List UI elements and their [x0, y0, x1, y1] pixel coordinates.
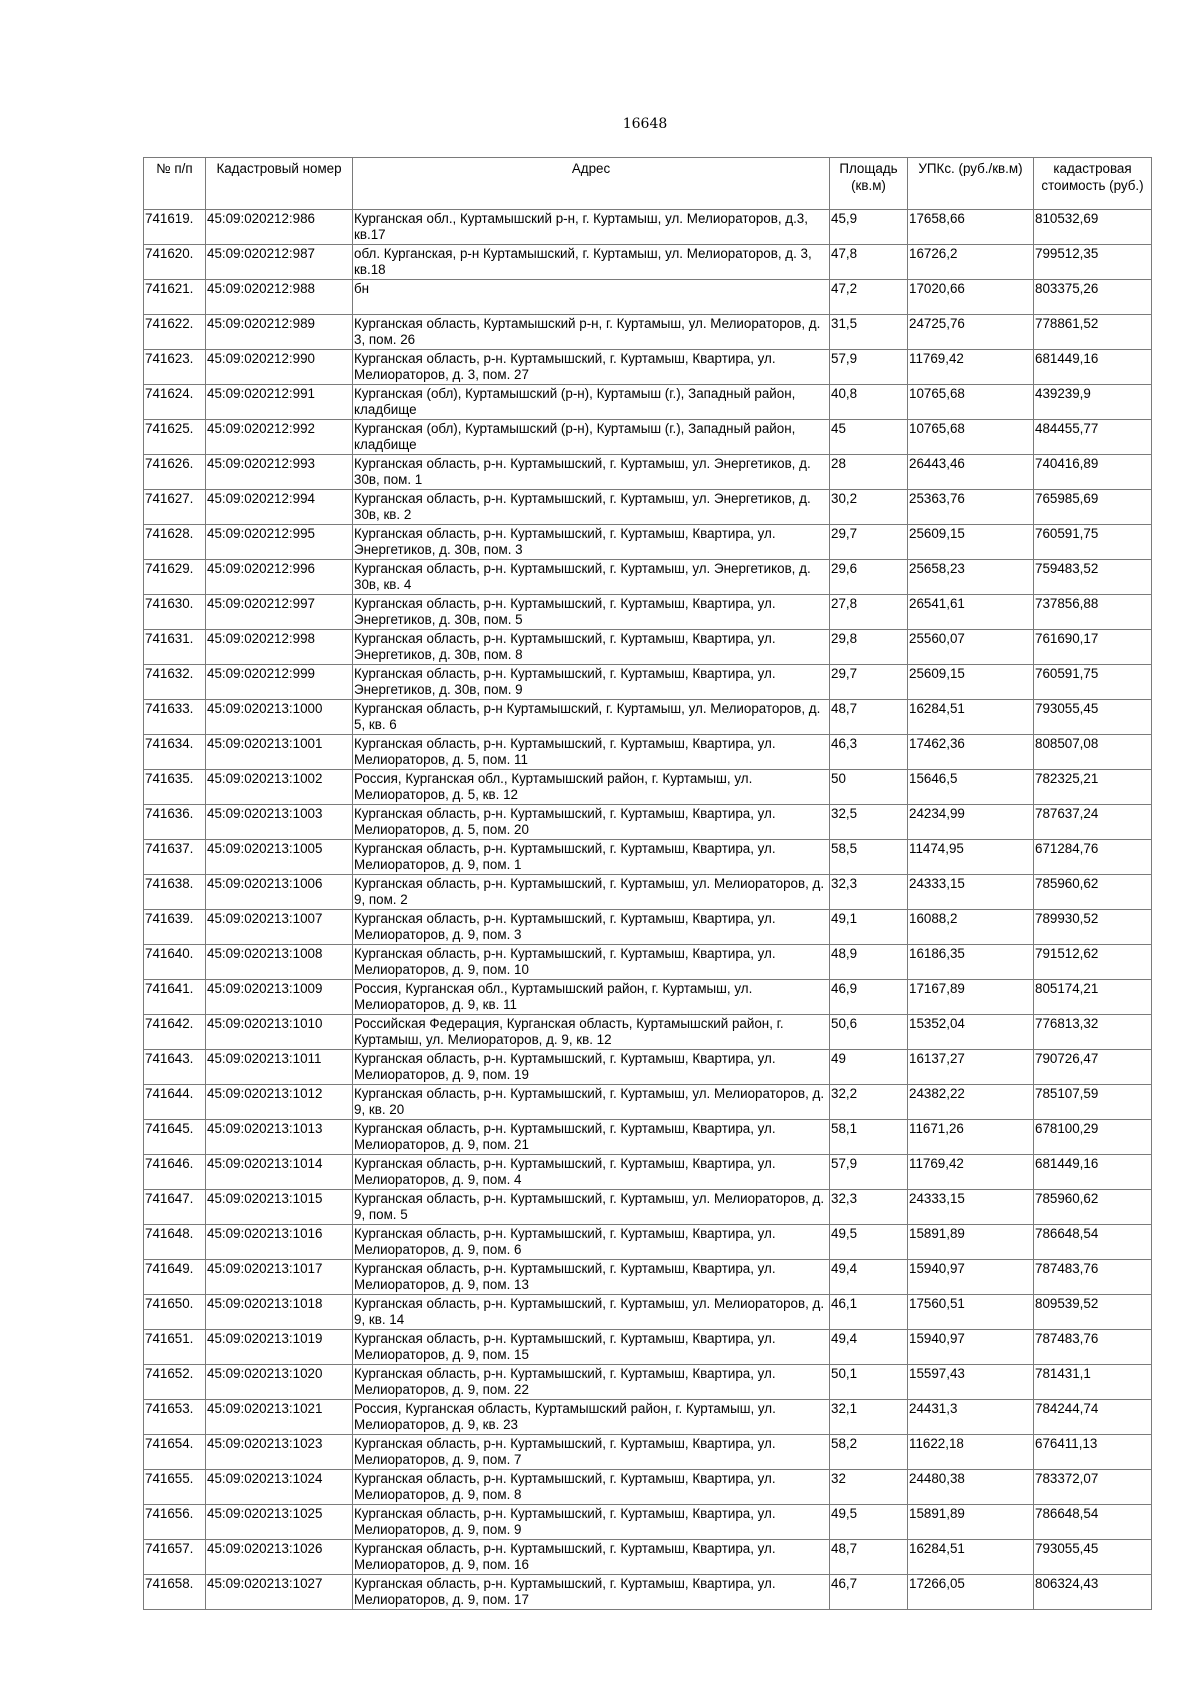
unit-value-cell: 10765,68 — [908, 385, 1034, 420]
area-cell: 48,9 — [830, 945, 908, 980]
table-row — [144, 1155, 1152, 1190]
area-cell: 49 — [830, 1050, 908, 1085]
cadastral-value-cell: 761690,17 — [1034, 630, 1152, 665]
area-cell: 29,7 — [830, 665, 908, 700]
table-row — [144, 945, 1152, 980]
cadastral-number-cell: 45:09:020213:1002 — [206, 770, 353, 805]
area-cell: 46,3 — [830, 735, 908, 770]
cadastral-value-table — [143, 157, 1152, 1610]
cadastral-number-cell: 45:09:020213:1001 — [206, 735, 353, 770]
header-unit-value: УПКс. (руб./кв.м) — [908, 158, 1034, 210]
address-cell: Курганская область, р-н. Куртамышский, г. Куртамыш, ул. Мелиораторов, д. 9, пом. 5 — [353, 1190, 830, 1225]
row-number-cell: 741642. — [144, 1015, 206, 1050]
unit-value-cell: 11622,18 — [908, 1435, 1034, 1470]
row-number-cell: 741640. — [144, 945, 206, 980]
area-cell: 45 — [830, 420, 908, 455]
header-row-number: № п/п — [144, 158, 206, 210]
row-number-cell: 741647. — [144, 1190, 206, 1225]
table-row — [144, 630, 1152, 665]
area-cell: 28 — [830, 455, 908, 490]
cadastral-value-cell: 778861,52 — [1034, 315, 1152, 350]
area-cell: 32,3 — [830, 1190, 908, 1225]
area-cell: 46,9 — [830, 980, 908, 1015]
area-cell: 50,1 — [830, 1365, 908, 1400]
address-cell: Курганская область, р-н. Куртамышский, г. Куртамыш, ул. Мелиораторов, д. 9, кв. 14 — [353, 1295, 830, 1330]
table-row — [144, 1260, 1152, 1295]
address-cell: Курганская область, р-н. Куртамышский, г. Куртамыш, Квартира, ул. Мелиораторов, д. 5, пом. 20 — [353, 805, 830, 840]
table-row — [144, 1085, 1152, 1120]
unit-value-cell: 17658,66 — [908, 210, 1034, 245]
cadastral-value-cell: 793055,45 — [1034, 1540, 1152, 1575]
table-row — [144, 980, 1152, 1015]
cadastral-value-cell: 787483,76 — [1034, 1260, 1152, 1295]
cadastral-number-cell: 45:09:020213:1015 — [206, 1190, 353, 1225]
unit-value-cell: 17020,66 — [908, 280, 1034, 315]
row-number-cell: 741629. — [144, 560, 206, 595]
cadastral-value-cell: 803375,26 — [1034, 280, 1152, 315]
unit-value-cell: 11671,26 — [908, 1120, 1034, 1155]
address-cell: Курганская область, р-н. Куртамышский, г. Куртамыш, Квартира, ул. Мелиораторов, д. 9, пом. 7 — [353, 1435, 830, 1470]
cadastral-number-cell: 45:09:020212:987 — [206, 245, 353, 280]
address-cell: Курганская область, р-н. Куртамышский, г. Куртамыш, Квартира, ул. Мелиораторов, д. 9, пом. 1 — [353, 840, 830, 875]
address-cell: Курганская область, р-н. Куртамышский, г. Куртамыш, Квартира, ул. Мелиораторов, д. 9, пом. 17 — [353, 1575, 830, 1610]
cadastral-number-cell: 45:09:020212:998 — [206, 630, 353, 665]
address-cell: Курганская область, Куртамышский р-н, г. Куртамыш, ул. Мелиораторов, д. 3, пом. 26 — [353, 315, 830, 350]
cadastral-number-cell: 45:09:020213:1024 — [206, 1470, 353, 1505]
cadastral-number-cell: 45:09:020213:1027 — [206, 1575, 353, 1610]
address-cell: Курганская область, р-н Куртамышский, г. Куртамыш, ул. Мелиораторов, д. 5, кв. 6 — [353, 700, 830, 735]
row-number-cell: 741657. — [144, 1540, 206, 1575]
cadastral-number-cell: 45:09:020212:993 — [206, 455, 353, 490]
row-number-cell: 741621. — [144, 280, 206, 315]
cadastral-value-cell: 810532,69 — [1034, 210, 1152, 245]
cadastral-value-cell: 678100,29 — [1034, 1120, 1152, 1155]
cadastral-number-cell: 45:09:020213:1014 — [206, 1155, 353, 1190]
cadastral-value-cell: 737856,88 — [1034, 595, 1152, 630]
table-row — [144, 1330, 1152, 1365]
cadastral-value-cell: 787637,24 — [1034, 805, 1152, 840]
row-number-cell: 741627. — [144, 490, 206, 525]
unit-value-cell: 11769,42 — [908, 1155, 1034, 1190]
unit-value-cell: 15352,04 — [908, 1015, 1034, 1050]
address-cell: обл. Курганская, р-н Куртамышский, г. Куртамыш, ул. Мелиораторов, д. 3, кв.18 — [353, 245, 830, 280]
area-cell: 47,2 — [830, 280, 908, 315]
cadastral-value-cell: 760591,75 — [1034, 665, 1152, 700]
cadastral-number-cell: 45:09:020212:997 — [206, 595, 353, 630]
area-cell: 27,8 — [830, 595, 908, 630]
cadastral-value-cell: 681449,16 — [1034, 1155, 1152, 1190]
unit-value-cell: 24333,15 — [908, 875, 1034, 910]
area-cell: 46,7 — [830, 1575, 908, 1610]
area-cell: 45,9 — [830, 210, 908, 245]
cadastral-number-cell: 45:09:020212:988 — [206, 280, 353, 315]
cadastral-number-cell: 45:09:020213:1007 — [206, 910, 353, 945]
area-cell: 32 — [830, 1470, 908, 1505]
address-cell: Россия, Курганская обл., Куртамышский район, г. Куртамыш, ул. Мелиораторов, д. 5, кв. 12 — [353, 770, 830, 805]
area-cell: 49,4 — [830, 1330, 908, 1365]
row-number-cell: 741638. — [144, 875, 206, 910]
table-row — [144, 910, 1152, 945]
address-cell: Курганская область, р-н. Куртамышский, г. Куртамыш, Квартира, ул. Энергетиков, д. 30в, пом. 3 — [353, 525, 830, 560]
cadastral-value-cell: 785107,59 — [1034, 1085, 1152, 1120]
cadastral-number-cell: 45:09:020213:1003 — [206, 805, 353, 840]
address-cell: Курганская область, р-н. Куртамышский, г. Куртамыш, Квартира, ул. Мелиораторов, д. 9, пом. 3 — [353, 910, 830, 945]
cadastral-number-cell: 45:09:020212:991 — [206, 385, 353, 420]
cadastral-value-cell: 740416,89 — [1034, 455, 1152, 490]
area-cell: 49,1 — [830, 910, 908, 945]
address-cell: Курганская область, р-н. Куртамышский, г. Куртамыш, Квартира, ул. Мелиораторов, д. 9, пом. 6 — [353, 1225, 830, 1260]
unit-value-cell: 25609,15 — [908, 525, 1034, 560]
cadastral-value-cell: 785960,62 — [1034, 875, 1152, 910]
row-number-cell: 741635. — [144, 770, 206, 805]
unit-value-cell: 25560,07 — [908, 630, 1034, 665]
unit-value-cell: 17462,36 — [908, 735, 1034, 770]
row-number-cell: 741649. — [144, 1260, 206, 1295]
header-cadastral-value: кадастровая стоимость (руб.) — [1034, 158, 1152, 210]
cadastral-number-cell: 45:09:020212:986 — [206, 210, 353, 245]
cadastral-value-cell: 805174,21 — [1034, 980, 1152, 1015]
cadastral-value-cell: 785960,62 — [1034, 1190, 1152, 1225]
cadastral-value-cell: 809539,52 — [1034, 1295, 1152, 1330]
row-number-cell: 741624. — [144, 385, 206, 420]
page-number: 16648 — [622, 116, 668, 132]
header-area: Площадь (кв.м) — [830, 158, 908, 210]
cadastral-number-cell: 45:09:020213:1009 — [206, 980, 353, 1015]
unit-value-cell: 25363,76 — [908, 490, 1034, 525]
unit-value-cell: 16284,51 — [908, 1540, 1034, 1575]
area-cell: 49,4 — [830, 1260, 908, 1295]
row-number-cell: 741622. — [144, 315, 206, 350]
table-row — [144, 1540, 1152, 1575]
area-cell: 48,7 — [830, 700, 908, 735]
row-number-cell: 741645. — [144, 1120, 206, 1155]
unit-value-cell: 11769,42 — [908, 350, 1034, 385]
cadastral-value-cell: 791512,62 — [1034, 945, 1152, 980]
row-number-cell: 741631. — [144, 630, 206, 665]
unit-value-cell: 15646,5 — [908, 770, 1034, 805]
cadastral-value-cell: 484455,77 — [1034, 420, 1152, 455]
cadastral-value-cell: 808507,08 — [1034, 735, 1152, 770]
unit-value-cell: 17560,51 — [908, 1295, 1034, 1330]
header-address: Адрес — [353, 158, 830, 210]
table-row — [144, 1400, 1152, 1435]
cadastral-value-cell: 806324,43 — [1034, 1575, 1152, 1610]
unit-value-cell: 16186,35 — [908, 945, 1034, 980]
unit-value-cell: 17167,89 — [908, 980, 1034, 1015]
unit-value-cell: 26541,61 — [908, 595, 1034, 630]
row-number-cell: 741648. — [144, 1225, 206, 1260]
cadastral-number-cell: 45:09:020213:1013 — [206, 1120, 353, 1155]
cadastral-number-cell: 45:09:020212:990 — [206, 350, 353, 385]
row-number-cell: 741656. — [144, 1505, 206, 1540]
unit-value-cell: 15891,89 — [908, 1225, 1034, 1260]
address-cell: Курганская (обл), Куртамышский (р-н), Куртамыш (г.), Западный район, кладбище — [353, 385, 830, 420]
table-row — [144, 805, 1152, 840]
cadastral-number-cell: 45:09:020213:1021 — [206, 1400, 353, 1435]
cadastral-number-cell: 45:09:020213:1006 — [206, 875, 353, 910]
unit-value-cell: 24431,3 — [908, 1400, 1034, 1435]
address-cell: Курганская область, р-н. Куртамышский, г. Куртамыш, Квартира, ул. Мелиораторов, д. 9, пом. 8 — [353, 1470, 830, 1505]
table-row — [144, 525, 1152, 560]
address-cell: Курганская область, р-н. Куртамышский, г. Куртамыш, ул. Энергетиков, д. 30в, кв. 4 — [353, 560, 830, 595]
area-cell: 29,7 — [830, 525, 908, 560]
area-cell: 40,8 — [830, 385, 908, 420]
area-cell: 49,5 — [830, 1225, 908, 1260]
area-cell: 32,2 — [830, 1085, 908, 1120]
table-row — [144, 420, 1152, 455]
cadastral-number-cell: 45:09:020213:1000 — [206, 700, 353, 735]
row-number-cell: 741652. — [144, 1365, 206, 1400]
table-row — [144, 700, 1152, 735]
address-cell: Курганская область, р-н. Куртамышский, г. Куртамыш, Квартира, ул. Энергетиков, д. 30в, пом. 9 — [353, 665, 830, 700]
cadastral-value-cell: 776813,32 — [1034, 1015, 1152, 1050]
cadastral-number-cell: 45:09:020213:1010 — [206, 1015, 353, 1050]
address-cell: Курганская (обл), Куртамышский (р-н), Куртамыш (г.), Западный район, кладбище — [353, 420, 830, 455]
address-cell: Курганская область, р-н. Куртамышский, г. Куртамыш, Квартира, ул. Мелиораторов, д. 9, пом. 10 — [353, 945, 830, 980]
cadastral-number-cell: 45:09:020213:1016 — [206, 1225, 353, 1260]
table-row — [144, 455, 1152, 490]
area-cell: 50 — [830, 770, 908, 805]
unit-value-cell: 24382,22 — [908, 1085, 1034, 1120]
cadastral-number-cell: 45:09:020213:1018 — [206, 1295, 353, 1330]
unit-value-cell: 24234,99 — [908, 805, 1034, 840]
cadastral-number-cell: 45:09:020213:1025 — [206, 1505, 353, 1540]
table-row — [144, 280, 1152, 315]
row-number-cell: 741637. — [144, 840, 206, 875]
cadastral-value-cell: 786648,54 — [1034, 1505, 1152, 1540]
cadastral-value-cell: 681449,16 — [1034, 350, 1152, 385]
address-cell: Курганская область, р-н. Куртамышский, г. Куртамыш, ул. Энергетиков, д. 30в, пом. 1 — [353, 455, 830, 490]
row-number-cell: 741633. — [144, 700, 206, 735]
area-cell: 32,3 — [830, 875, 908, 910]
row-number-cell: 741634. — [144, 735, 206, 770]
row-number-cell: 741626. — [144, 455, 206, 490]
cadastral-number-cell: 45:09:020213:1019 — [206, 1330, 353, 1365]
area-cell: 32,1 — [830, 1400, 908, 1435]
cadastral-value-cell: 787483,76 — [1034, 1330, 1152, 1365]
unit-value-cell: 26443,46 — [908, 455, 1034, 490]
table-row — [144, 560, 1152, 595]
cadastral-value-cell: 760591,75 — [1034, 525, 1152, 560]
row-number-cell: 741650. — [144, 1295, 206, 1330]
address-cell: Российская Федерация, Курганская область, Куртамышский район, г. Куртамыш, ул. Мелиораторов, д. 9, кв. 12 — [353, 1015, 830, 1050]
table-row — [144, 315, 1152, 350]
unit-value-cell: 24480,38 — [908, 1470, 1034, 1505]
area-cell: 30,2 — [830, 490, 908, 525]
cadastral-value-cell: 759483,52 — [1034, 560, 1152, 595]
area-cell: 58,5 — [830, 840, 908, 875]
row-number-cell: 741630. — [144, 595, 206, 630]
address-cell: Курганская область, р-н. Куртамышский, г. Куртамыш, ул. Мелиораторов, д. 9, пом. 2 — [353, 875, 830, 910]
unit-value-cell: 15940,97 — [908, 1260, 1034, 1295]
unit-value-cell: 16137,27 — [908, 1050, 1034, 1085]
address-cell: Курганская область, р-н. Куртамышский, г. Куртамыш, Квартира, ул. Мелиораторов, д. 9, пом. 15 — [353, 1330, 830, 1365]
unit-value-cell: 16284,51 — [908, 700, 1034, 735]
area-cell: 29,6 — [830, 560, 908, 595]
unit-value-cell: 24333,15 — [908, 1190, 1034, 1225]
cadastral-number-cell: 45:09:020213:1026 — [206, 1540, 353, 1575]
address-cell: Курганская область, р-н. Куртамышский, г. Куртамыш, Квартира, ул. Мелиораторов, д. 9, пом. 16 — [353, 1540, 830, 1575]
cadastral-value-cell: 783372,07 — [1034, 1470, 1152, 1505]
address-cell: Россия, Курганская область, Куртамышский район, г. Куртамыш, ул. Мелиораторов, д. 9, кв. 23 — [353, 1400, 830, 1435]
table-header-row — [144, 158, 1152, 210]
cadastral-number-cell: 45:09:020212:989 — [206, 315, 353, 350]
cadastral-value-cell: 781431,1 — [1034, 1365, 1152, 1400]
table-row — [144, 385, 1152, 420]
row-number-cell: 741655. — [144, 1470, 206, 1505]
cadastral-value-cell: 789930,52 — [1034, 910, 1152, 945]
cadastral-number-cell: 45:09:020213:1008 — [206, 945, 353, 980]
address-cell: Курганская обл., Куртамышский р-н, г. Куртамыш, ул. Мелиораторов, д.3, кв.17 — [353, 210, 830, 245]
table-row — [144, 1295, 1152, 1330]
area-cell: 58,1 — [830, 1120, 908, 1155]
table-body — [144, 210, 1152, 1610]
table-row — [144, 1470, 1152, 1505]
row-number-cell: 741653. — [144, 1400, 206, 1435]
cadastral-number-cell: 45:09:020213:1011 — [206, 1050, 353, 1085]
row-number-cell: 741654. — [144, 1435, 206, 1470]
cadastral-number-cell: 45:09:020212:995 — [206, 525, 353, 560]
address-cell: Курганская область, р-н. Куртамышский, г. Куртамыш, ул. Энергетиков, д. 30в, кв. 2 — [353, 490, 830, 525]
area-cell: 32,5 — [830, 805, 908, 840]
row-number-cell: 741623. — [144, 350, 206, 385]
table-row — [144, 1435, 1152, 1470]
address-cell: Курганская область, р-н. Куртамышский, г. Куртамыш, Квартира, ул. Мелиораторов, д. 9, пом. 4 — [353, 1155, 830, 1190]
unit-value-cell: 15891,89 — [908, 1505, 1034, 1540]
unit-value-cell: 17266,05 — [908, 1575, 1034, 1610]
area-cell: 46,1 — [830, 1295, 908, 1330]
unit-value-cell: 16726,2 — [908, 245, 1034, 280]
row-number-cell: 741658. — [144, 1575, 206, 1610]
cadastral-value-cell: 790726,47 — [1034, 1050, 1152, 1085]
table-row — [144, 1015, 1152, 1050]
cadastral-number-cell: 45:09:020213:1023 — [206, 1435, 353, 1470]
cadastral-number-cell: 45:09:020213:1012 — [206, 1085, 353, 1120]
area-cell: 31,5 — [830, 315, 908, 350]
table-row — [144, 350, 1152, 385]
table-row — [144, 210, 1152, 245]
address-cell: бн — [353, 280, 830, 315]
row-number-cell: 741636. — [144, 805, 206, 840]
address-cell: Курганская область, р-н. Куртамышский, г. Куртамыш, Квартира, ул. Мелиораторов, д. 3, пом. 27 — [353, 350, 830, 385]
table-row — [144, 1365, 1152, 1400]
cadastral-number-cell: 45:09:020213:1020 — [206, 1365, 353, 1400]
unit-value-cell: 15940,97 — [908, 1330, 1034, 1365]
cadastral-value-cell: 784244,74 — [1034, 1400, 1152, 1435]
row-number-cell: 741639. — [144, 910, 206, 945]
unit-value-cell: 16088,2 — [908, 910, 1034, 945]
row-number-cell: 741641. — [144, 980, 206, 1015]
cadastral-value-cell: 765985,69 — [1034, 490, 1152, 525]
address-cell: Россия, Курганская обл., Куртамышский район, г. Куртамыш, ул. Мелиораторов, д. 9, кв. 11 — [353, 980, 830, 1015]
unit-value-cell: 25609,15 — [908, 665, 1034, 700]
row-number-cell: 741632. — [144, 665, 206, 700]
table-row — [144, 490, 1152, 525]
cadastral-value-cell: 676411,13 — [1034, 1435, 1152, 1470]
address-cell: Курганская область, р-н. Куртамышский, г. Куртамыш, Квартира, ул. Энергетиков, д. 30в, пом. 5 — [353, 595, 830, 630]
cadastral-value-cell: 793055,45 — [1034, 700, 1152, 735]
row-number-cell: 741625. — [144, 420, 206, 455]
cadastral-value-cell: 799512,35 — [1034, 245, 1152, 280]
area-cell: 29,8 — [830, 630, 908, 665]
cadastral-number-cell: 45:09:020213:1005 — [206, 840, 353, 875]
address-cell: Курганская область, р-н. Куртамышский, г. Куртамыш, Квартира, ул. Мелиораторов, д. 9, пом. 13 — [353, 1260, 830, 1295]
address-cell: Курганская область, р-н. Куртамышский, г. Куртамыш, Квартира, ул. Мелиораторов, д. 5, пом. 11 — [353, 735, 830, 770]
address-cell: Курганская область, р-н. Куртамышский, г. Куртамыш, Квартира, ул. Мелиораторов, д. 9, пом. 19 — [353, 1050, 830, 1085]
table-row — [144, 1190, 1152, 1225]
cadastral-number-cell: 45:09:020212:994 — [206, 490, 353, 525]
cadastral-number-cell: 45:09:020213:1017 — [206, 1260, 353, 1295]
area-cell: 47,8 — [830, 245, 908, 280]
table-row — [144, 735, 1152, 770]
table-row — [144, 1505, 1152, 1540]
table-row — [144, 595, 1152, 630]
unit-value-cell: 11474,95 — [908, 840, 1034, 875]
row-number-cell: 741620. — [144, 245, 206, 280]
table-row — [144, 1575, 1152, 1610]
cadastral-number-cell: 45:09:020212:992 — [206, 420, 353, 455]
unit-value-cell: 24725,76 — [908, 315, 1034, 350]
row-number-cell: 741619. — [144, 210, 206, 245]
table-row — [144, 665, 1152, 700]
cadastral-number-cell: 45:09:020212:996 — [206, 560, 353, 595]
table-row — [144, 840, 1152, 875]
cadastral-number-cell: 45:09:020212:999 — [206, 665, 353, 700]
cadastral-value-cell: 439239,9 — [1034, 385, 1152, 420]
table-row — [144, 1050, 1152, 1085]
area-cell: 50,6 — [830, 1015, 908, 1050]
area-cell: 49,5 — [830, 1505, 908, 1540]
table-row — [144, 245, 1152, 280]
area-cell: 58,2 — [830, 1435, 908, 1470]
table-row — [144, 1120, 1152, 1155]
table-row — [144, 770, 1152, 805]
area-cell: 57,9 — [830, 350, 908, 385]
row-number-cell: 741646. — [144, 1155, 206, 1190]
table-row — [144, 875, 1152, 910]
address-cell: Курганская область, р-н. Куртамышский, г. Куртамыш, Квартира, ул. Энергетиков, д. 30в, пом. 8 — [353, 630, 830, 665]
cadastral-value-cell: 782325,21 — [1034, 770, 1152, 805]
unit-value-cell: 15597,43 — [908, 1365, 1034, 1400]
address-cell: Курганская область, р-н. Куртамышский, г. Куртамыш, ул. Мелиораторов, д. 9, кв. 20 — [353, 1085, 830, 1120]
address-cell: Курганская область, р-н. Куртамышский, г. Куртамыш, Квартира, ул. Мелиораторов, д. 9, пом. 9 — [353, 1505, 830, 1540]
area-cell: 57,9 — [830, 1155, 908, 1190]
address-cell: Курганская область, р-н. Куртамышский, г. Куртамыш, Квартира, ул. Мелиораторов, д. 9, пом. 21 — [353, 1120, 830, 1155]
cadastral-value-cell: 786648,54 — [1034, 1225, 1152, 1260]
cadastral-value-cell: 671284,76 — [1034, 840, 1152, 875]
unit-value-cell: 25658,23 — [908, 560, 1034, 595]
row-number-cell: 741644. — [144, 1085, 206, 1120]
row-number-cell: 741643. — [144, 1050, 206, 1085]
row-number-cell: 741628. — [144, 525, 206, 560]
area-cell: 48,7 — [830, 1540, 908, 1575]
header-cadastral-number: Кадастровый номер — [206, 158, 353, 210]
unit-value-cell: 10765,68 — [908, 420, 1034, 455]
row-number-cell: 741651. — [144, 1330, 206, 1365]
table-row — [144, 1225, 1152, 1260]
address-cell: Курганская область, р-н. Куртамышский, г. Куртамыш, Квартира, ул. Мелиораторов, д. 9, пом. 22 — [353, 1365, 830, 1400]
